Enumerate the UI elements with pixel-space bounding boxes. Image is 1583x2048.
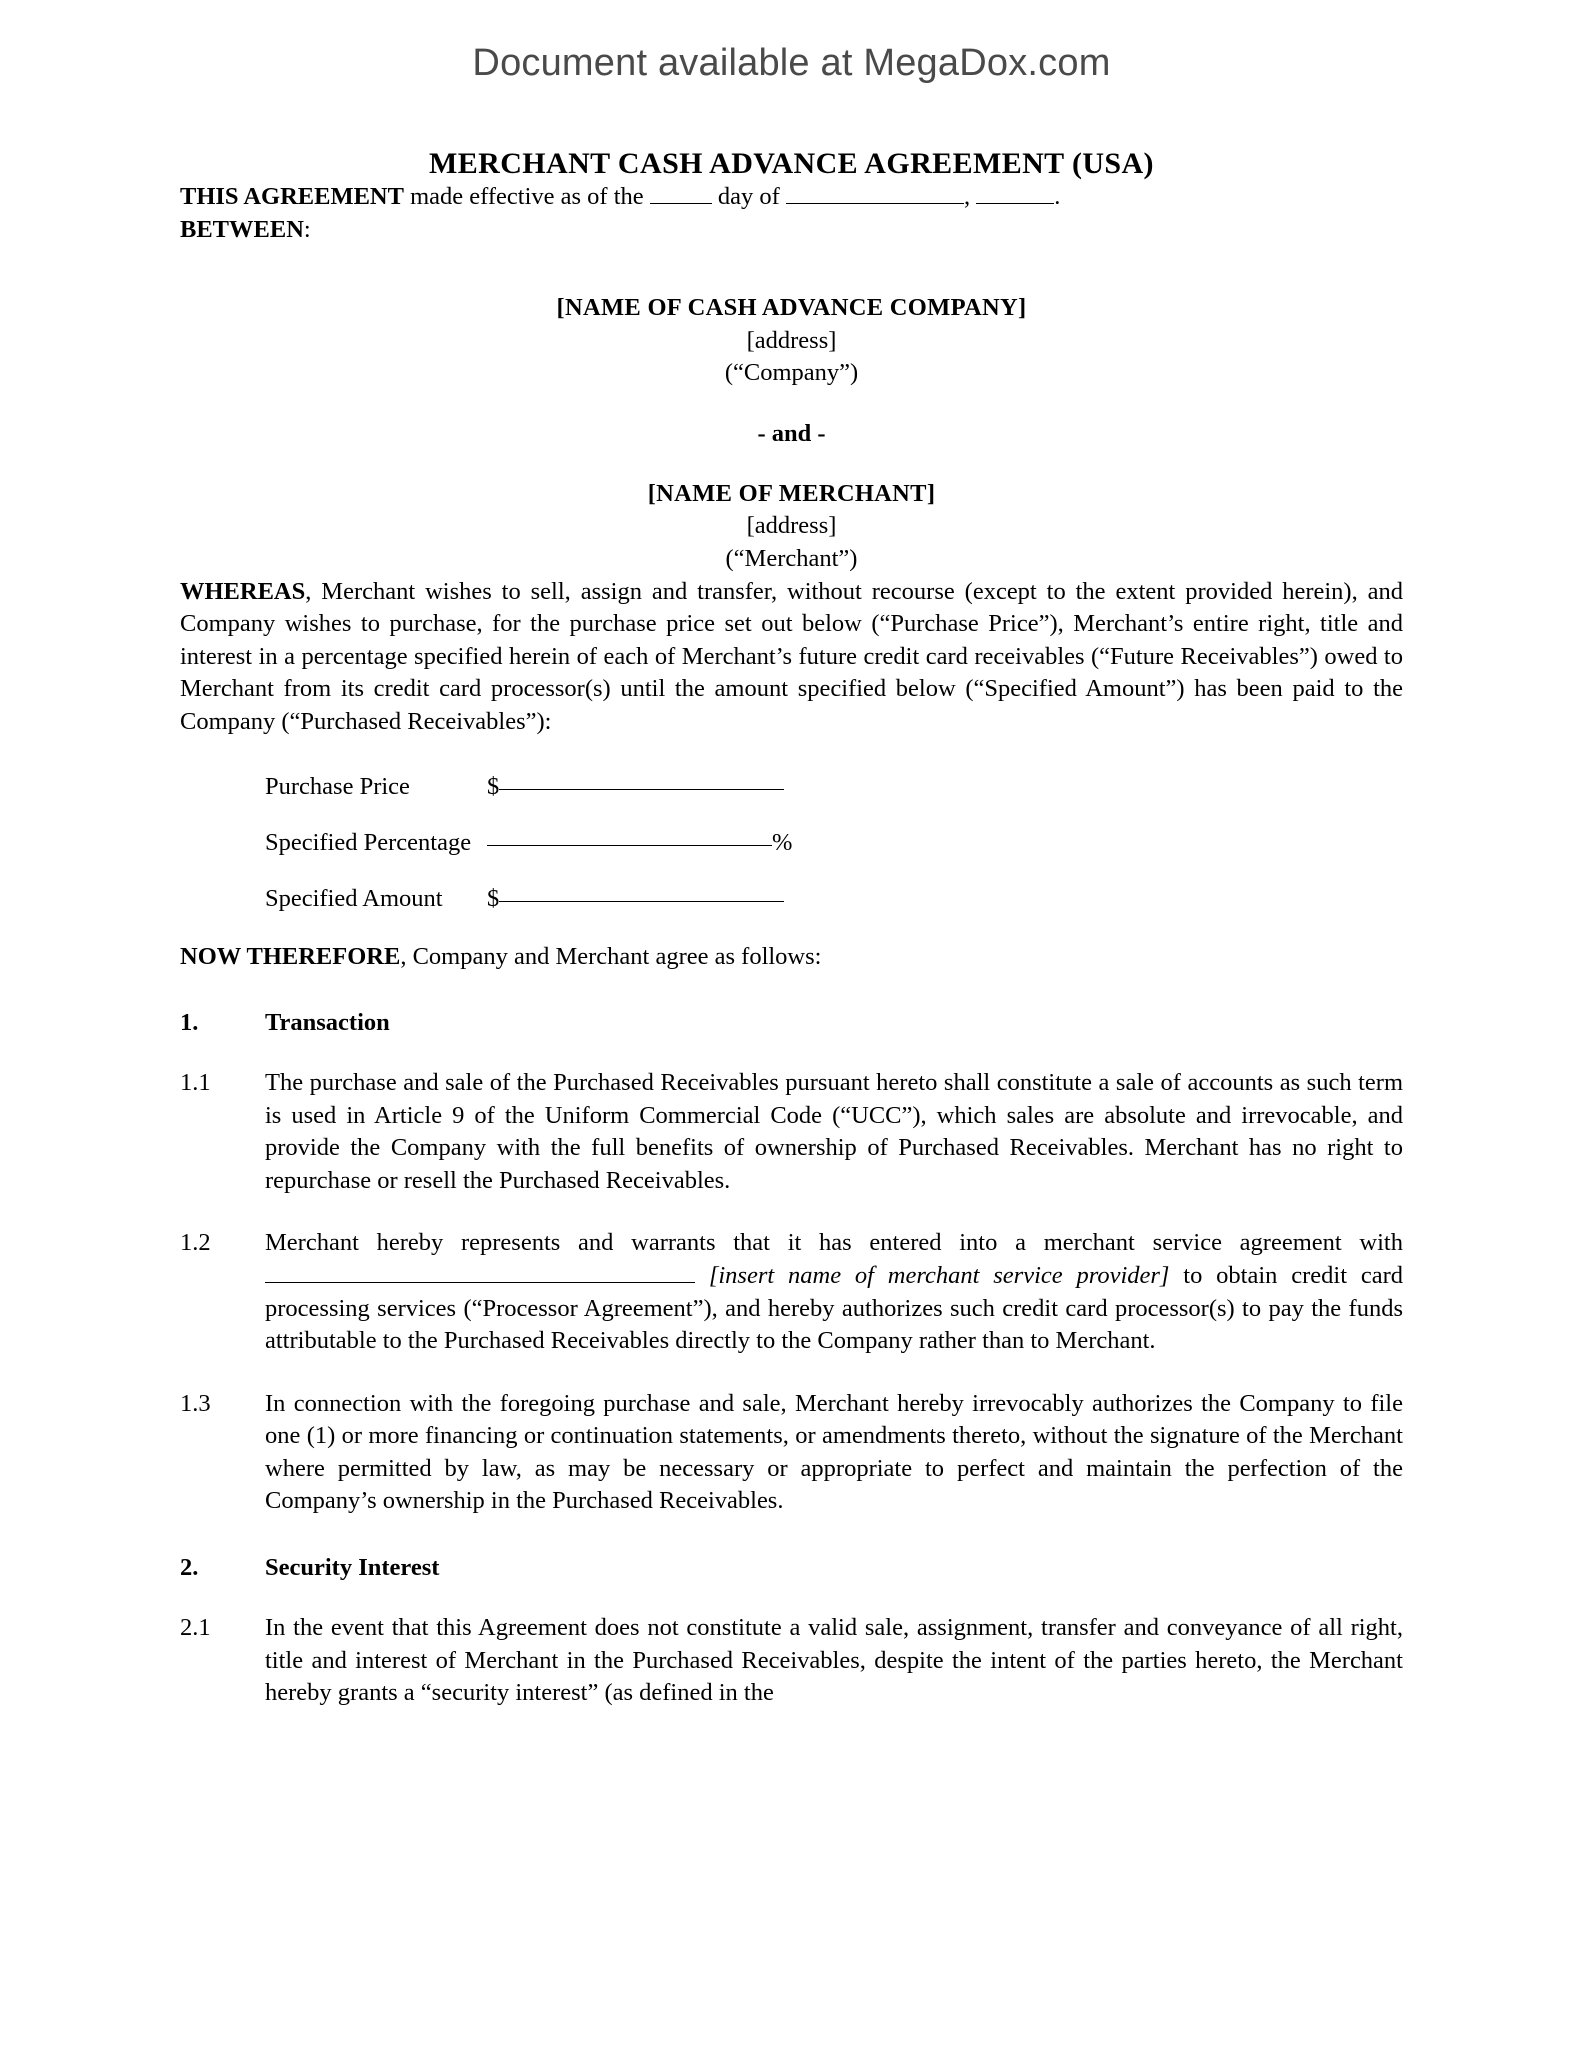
field-label-specified-amount: Specified Amount	[265, 884, 443, 912]
whereas-text: , Merchant wishes to sell, assign and transfer, without recourse (except to the extent provided herein), and Company wishes to purchase, for the purchase price set out below (“Purchase Price”), Merchant’s entire right, title and interest in a percentage specified herein of each of Merchant’s future credit card receivables (“Future Receivables”) owed to Merchant from its credit card processor(s) until the amount specified below (“Specified Amount”) has been paid to the Company (“Purchased Receivables”):	[180, 577, 1403, 735]
page-title: MERCHANT CASH ADVANCE AGREEMENT (USA)	[429, 147, 1154, 180]
section-title-2: Security Interest	[265, 1554, 440, 1582]
field-label-purchase-price: Purchase Price	[265, 772, 410, 800]
section-number-2: 2.	[180, 1554, 199, 1582]
merchant-name: [NAME OF MERCHANT]	[647, 479, 936, 507]
field-input-specified-amount[interactable]	[499, 900, 784, 902]
clause-number-1-3: 1.3	[180, 1389, 211, 1417]
merchant-address: [address]	[746, 512, 837, 540]
merchant-defined-term: (“Merchant”)	[725, 545, 858, 573]
field-label-specified-percentage: Specified Percentage	[265, 828, 472, 856]
section-number-1: 1.	[180, 1009, 199, 1037]
clause-1-1	[180, 1067, 1403, 1197]
clause-1-3	[180, 1388, 1403, 1518]
section-heading-1	[180, 1009, 1403, 1037]
now-therefore-paragraph	[180, 941, 1403, 974]
watermark-text: Document available at MegaDox.com	[472, 42, 1111, 84]
between-colon: :	[303, 215, 311, 243]
now-therefore-text: , Company and Merchant agree as follows:	[400, 942, 822, 970]
comma-text: ,	[963, 183, 977, 210]
clause-text-1-3: In connection with the foregoing purchase and sale, Merchant hereby irrevocably authorizes the Company to file one (1) or more financing or continuation statements, or amendments thereto, without the signature of the Merchant where permitted by law, as may be necessary or appropriate to perfect and maintain the perfection of the Company’s ownership in the Purchased Receivables.	[265, 1389, 1403, 1515]
period-text: .	[1054, 183, 1061, 210]
field-row-specified-amount	[265, 885, 1403, 913]
between-label: BETWEEN	[180, 215, 304, 243]
field-row-specified-percentage	[265, 829, 1403, 857]
financial-terms-fields	[265, 773, 1403, 913]
field-prefix-purchase-price: $	[487, 772, 500, 800]
section-heading-2	[180, 1554, 1403, 1582]
year-blank[interactable]	[976, 203, 1054, 204]
clause-1-2-text-after: to obtain credit card processing services (“Processor Agreement”), and hereby authorizes such credit card processor(s) to pay the funds attributable to the Purchased Receivables directly to the Company rather than to Merchant.	[265, 1261, 1404, 1355]
company-defined-term: (“Company”)	[724, 359, 859, 387]
field-prefix-specified-amount: $	[487, 884, 500, 912]
field-row-purchase-price	[265, 773, 1403, 801]
clause-text-1-1: The purchase and sale of the Purchased Receivables pursuant hereto shall constitute a sale of accounts as such term is used in Article 9 of the Uniform Commercial Code (“UCC”), which sales are absolute and irrevocable, and provide the Company with the full benefits of ownership of Purchased Receivables. Merchant has no right to repurchase or resell the Purchased Receivables.	[265, 1069, 1403, 1194]
whereas-label: WHEREAS	[180, 577, 306, 605]
day-blank[interactable]	[650, 203, 712, 204]
clause-1-2-text-before: Merchant hereby represents and warrants that it has entered into a merchant service agreement with	[265, 1229, 1403, 1257]
party-merchant-block	[180, 478, 1403, 576]
party-company-block	[180, 292, 1403, 390]
party-separator: - and -	[757, 419, 826, 447]
clause-1-2	[180, 1227, 1403, 1357]
field-input-purchase-price[interactable]	[499, 788, 784, 790]
month-blank[interactable]	[786, 203, 964, 204]
clause-text-1-2	[265, 1227, 1403, 1357]
whereas-paragraph	[180, 576, 1403, 739]
field-suffix-specified-percentage: %	[772, 828, 793, 856]
clause-1-2-italic-insert: [insert name of merchant service provider]	[708, 1261, 1170, 1289]
day-of-text: day of	[711, 183, 786, 210]
clause-number-1-1: 1.1	[180, 1069, 211, 1097]
clause-number-2-1: 2.1	[180, 1614, 211, 1642]
document-body	[0, 147, 1583, 1710]
clause-2-1	[180, 1612, 1403, 1710]
now-therefore-label: NOW THEREFORE	[180, 942, 401, 970]
field-input-specified-percentage[interactable]	[487, 844, 772, 846]
between-line	[180, 214, 1403, 247]
this-agreement-label: THIS AGREEMENT	[180, 183, 404, 210]
clause-text-2-1: In the event that this Agreement does not constitute a valid sale, assignment, transfer and conveyance of all right, title and interest of Merchant in the Purchased Receivables, despite the intent of the parties hereto, the Merchant hereby grants a “security interest” (as defined in the	[265, 1614, 1403, 1707]
company-name: [NAME OF CASH ADVANCE COMPANY]	[556, 294, 1027, 322]
company-address: [address]	[746, 326, 837, 354]
merchant-service-provider-blank[interactable]	[265, 1282, 695, 1283]
section-title-1: Transaction	[265, 1009, 390, 1037]
clause-number-1-2: 1.2	[180, 1229, 211, 1257]
effective-as-of-text: made effective as of the	[403, 183, 650, 210]
agreement-effective-date-line	[180, 181, 1403, 214]
